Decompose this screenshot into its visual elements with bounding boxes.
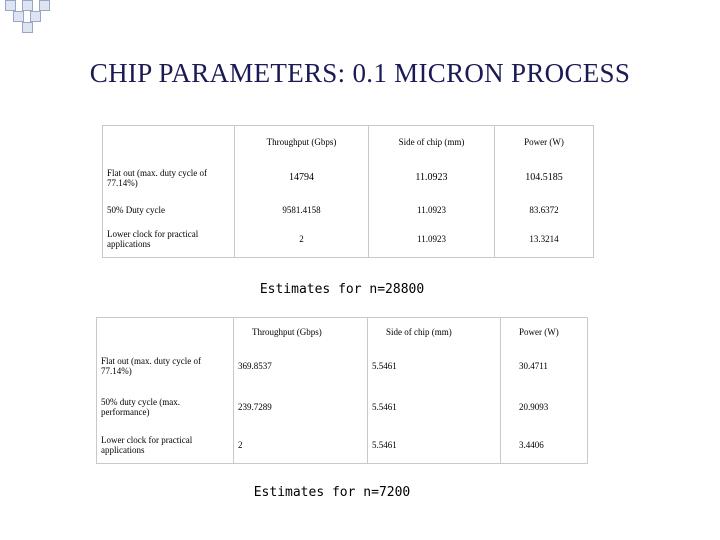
power-cell: 30.4711 <box>519 360 548 371</box>
row-label: 50% duty cycle (max. performance) <box>97 386 234 428</box>
power-cell: 104.5185 <box>525 172 563 183</box>
header-cell <box>97 318 234 346</box>
deco-square <box>39 0 50 11</box>
deco-square <box>30 11 41 22</box>
deco-square <box>13 11 24 22</box>
side-cell: 5.5461 <box>368 386 501 428</box>
power-cell: 83.6372 <box>529 204 559 215</box>
header-cell: Side of chip (mm) <box>368 318 501 346</box>
table-row <box>103 222 594 258</box>
estimates-table-n28800 <box>102 125 594 258</box>
table-caption-n7200: Estimates for n=7200 <box>253 485 411 500</box>
side-cell: 11.0923 <box>369 198 495 222</box>
throughput-cell: 2 <box>234 428 368 464</box>
slide-decoration <box>0 0 60 40</box>
row-label: Flat out (max. duty cycle of 77.14%) <box>97 346 234 386</box>
power-cell: 20.9093 <box>519 401 549 412</box>
header-cell <box>103 126 235 158</box>
deco-square <box>5 0 16 11</box>
side-cell: 11.0923 <box>369 158 495 198</box>
header-cell: Throughput (Gbps) <box>234 318 368 346</box>
table-row <box>97 386 588 428</box>
throughput-cell: 2 <box>235 222 369 258</box>
header-cell: Side of chip (mm) <box>369 126 495 158</box>
deco-square <box>22 0 33 11</box>
header-cell: Throughput (Gbps) <box>235 126 369 158</box>
header-cell: Power (W) <box>519 326 559 337</box>
row-label: Lower clock for practical applications <box>103 222 235 258</box>
side-cell: 11.0923 <box>369 222 495 258</box>
side-cell: 5.5461 <box>368 428 501 464</box>
row-label: Lower clock for practical applications <box>97 428 234 464</box>
row-label: 50% Duty cycle <box>103 198 235 222</box>
power-cell: 3.4406 <box>519 440 544 451</box>
throughput-cell: 239.7289 <box>234 386 368 428</box>
row-label: Flat out (max. duty cycle of 77.14%) <box>103 158 235 198</box>
throughput-cell: 14794 <box>235 158 369 198</box>
estimates-table-n7200 <box>96 317 588 464</box>
table-row <box>97 428 588 464</box>
side-cell: 5.5461 <box>368 346 501 386</box>
table-row <box>103 198 594 222</box>
deco-square <box>22 22 33 33</box>
power-cell: 13.3214 <box>529 234 559 245</box>
table-row <box>103 158 594 198</box>
table-header-row <box>97 318 588 346</box>
table-caption-n28800: Estimates for n=28800 <box>259 282 425 297</box>
table-header-row <box>103 126 594 158</box>
slide-title: CHIP PARAMETERS: 0.1 MICRON PROCESS <box>89 58 631 88</box>
header-cell: Power (W) <box>524 136 564 147</box>
table-row <box>97 346 588 386</box>
throughput-cell: 369.8537 <box>234 346 368 386</box>
throughput-cell: 9581.4158 <box>235 198 369 222</box>
